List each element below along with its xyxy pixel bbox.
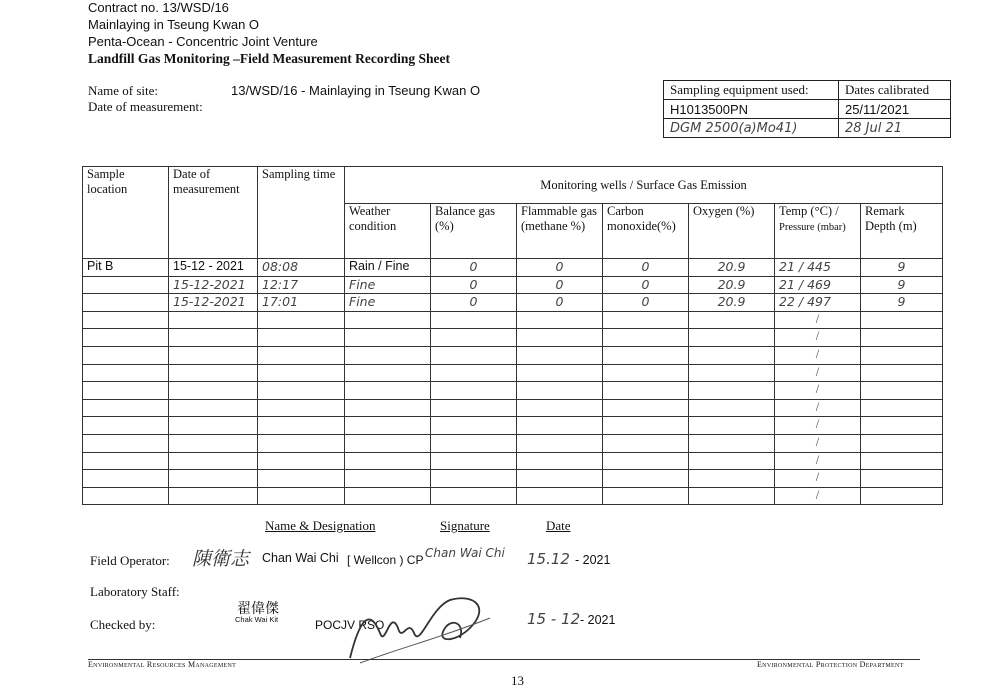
empty-cell xyxy=(517,487,603,505)
empty-cell xyxy=(603,364,689,382)
cell-temp-pressure: 21 / 469 xyxy=(775,276,861,294)
empty-cell xyxy=(517,311,603,329)
equipment-table xyxy=(663,80,951,138)
field-operator-designation: [ Wellcon ) CP xyxy=(347,553,424,567)
equipment-header: Sampling equipment used: xyxy=(664,81,839,100)
empty-cell xyxy=(169,487,258,505)
empty-cell: / xyxy=(775,487,861,505)
empty-cell xyxy=(258,382,345,400)
empty-cell xyxy=(83,399,169,417)
empty-cell xyxy=(83,487,169,505)
calibrated-header: Dates calibrated xyxy=(838,81,950,100)
empty-cell xyxy=(689,311,775,329)
empty-cell xyxy=(603,329,689,347)
empty-cell: / xyxy=(775,417,861,435)
checker-date-handwritten: 15 - 12 xyxy=(527,610,581,628)
cell-depth: 9 xyxy=(861,294,943,312)
empty-cell xyxy=(345,329,431,347)
pressure-label: Pressure (mbar) xyxy=(779,222,846,233)
cell-co: 0 xyxy=(603,276,689,294)
empty-cell xyxy=(345,487,431,505)
cell-weather: Rain / Fine xyxy=(345,259,431,277)
contract-number: Contract no. 13/WSD/16 xyxy=(88,0,229,15)
page-number: 13 xyxy=(511,673,524,688)
table-row xyxy=(83,276,943,294)
empty-cell xyxy=(169,470,258,488)
empty-cell xyxy=(258,364,345,382)
empty-cell xyxy=(861,346,943,364)
project-name: Mainlaying in Tseung Kwan O xyxy=(88,17,260,32)
empty-cell xyxy=(861,470,943,488)
cell-date: 15-12 - 2021 xyxy=(169,259,258,277)
table-row xyxy=(83,346,943,364)
empty-cell xyxy=(603,452,689,470)
footer-left: Environmental Resources Management xyxy=(88,660,237,669)
empty-cell xyxy=(861,329,943,347)
empty-cell xyxy=(431,487,517,505)
table-row xyxy=(83,452,943,470)
equipment-value: DGM 2500(a)Mo41) xyxy=(664,119,839,138)
cell-location xyxy=(83,276,169,294)
cell-balance: 0 xyxy=(431,294,517,312)
table-row xyxy=(83,399,943,417)
field-operator-signature: Chan Wai Chi xyxy=(425,546,505,560)
field-operator-label: Field Operator: xyxy=(90,553,170,568)
table-row xyxy=(83,417,943,435)
empty-cell xyxy=(861,311,943,329)
name-designation-heading: Name & Designation xyxy=(265,518,376,533)
field-operator-date-handwritten: 15.12 xyxy=(527,550,570,568)
cell-temp: 22 xyxy=(779,294,795,310)
carbon-monoxide-header: Carbon monoxide(%) xyxy=(603,204,689,259)
empty-cell xyxy=(517,329,603,347)
temp-label: Temp (°C) / xyxy=(779,204,839,218)
empty-cell xyxy=(689,417,775,435)
lab-staff-label: Laboratory Staff: xyxy=(90,584,180,599)
empty-cell xyxy=(431,364,517,382)
remark-header: Remark Depth (m) xyxy=(861,204,943,259)
empty-cell xyxy=(861,417,943,435)
date-of-measurement-label: Date of measurement: xyxy=(88,99,203,114)
empty-cell xyxy=(345,346,431,364)
empty-cell xyxy=(603,382,689,400)
table-row xyxy=(83,311,943,329)
table-row xyxy=(83,329,943,347)
empty-cell xyxy=(517,452,603,470)
empty-cell xyxy=(345,311,431,329)
cell-time: 17:01 xyxy=(258,294,345,312)
empty-cell xyxy=(689,470,775,488)
cell-flammable: 0 xyxy=(517,276,603,294)
checker-designation: POCJV RSO xyxy=(315,618,385,632)
balance-gas-header: Balance gas (%) xyxy=(431,204,517,259)
table-row xyxy=(83,364,943,382)
cell-pressure: 469 xyxy=(807,276,831,292)
empty-cell xyxy=(689,487,775,505)
cell-oxygen: 20.9 xyxy=(689,276,775,294)
cell-date: 15-12-2021 xyxy=(169,294,258,312)
empty-cell xyxy=(83,417,169,435)
empty-cell xyxy=(345,417,431,435)
empty-cell xyxy=(169,329,258,347)
empty-cell xyxy=(258,311,345,329)
empty-cell xyxy=(258,399,345,417)
empty-cell xyxy=(169,382,258,400)
empty-cell: / xyxy=(775,329,861,347)
empty-cell xyxy=(517,417,603,435)
cell-balance: 0 xyxy=(431,259,517,277)
site-name-value: 13/WSD/16 - Mainlaying in Tseung Kwan O xyxy=(231,83,481,98)
empty-cell xyxy=(861,382,943,400)
cell-temp-pressure: 21 / 445 xyxy=(775,259,861,277)
calibrated-value: 25/11/2021 xyxy=(838,100,950,119)
empty-cell xyxy=(345,382,431,400)
empty-cell: / xyxy=(775,470,861,488)
checker-signature-icon xyxy=(340,588,500,668)
empty-cell xyxy=(603,346,689,364)
flammable-gas-header: Flammable gas (methane %) xyxy=(517,204,603,259)
empty-cell xyxy=(258,329,345,347)
cell-co: 0 xyxy=(603,294,689,312)
empty-cell xyxy=(258,470,345,488)
empty-cell xyxy=(83,346,169,364)
cell-weather: Fine xyxy=(345,294,431,312)
empty-cell xyxy=(431,399,517,417)
empty-cell xyxy=(861,399,943,417)
empty-cell xyxy=(689,382,775,400)
empty-cell: / xyxy=(775,346,861,364)
cell-co: 0 xyxy=(603,259,689,277)
empty-cell xyxy=(169,417,258,435)
empty-cell xyxy=(83,434,169,452)
empty-cell xyxy=(517,434,603,452)
empty-cell xyxy=(431,329,517,347)
cell-flammable: 0 xyxy=(517,259,603,277)
cell-pressure: 497 xyxy=(807,294,831,310)
empty-cell xyxy=(345,452,431,470)
empty-cell xyxy=(83,311,169,329)
cell-oxygen: 20.9 xyxy=(689,259,775,277)
oxygen-header: Oxygen (%) xyxy=(689,204,775,259)
empty-cell xyxy=(258,346,345,364)
empty-cell xyxy=(83,364,169,382)
cell-flammable: 0 xyxy=(517,294,603,312)
checked-by-label: Checked by: xyxy=(90,617,156,632)
checker-date-year: - 2021 xyxy=(580,613,616,627)
empty-cell xyxy=(689,364,775,382)
cell-date: 15-12-2021 xyxy=(169,276,258,294)
document-title: Landfill Gas Monitoring –Field Measurement Recording Sheet xyxy=(88,51,450,66)
empty-cell xyxy=(431,382,517,400)
sample-location-header: Sample location xyxy=(83,167,169,259)
date-header: Date of measurement xyxy=(169,167,258,259)
cell-temp: 21 xyxy=(779,259,795,274)
empty-cell: / xyxy=(775,364,861,382)
empty-cell xyxy=(345,399,431,417)
table-row xyxy=(83,487,943,505)
empty-cell xyxy=(258,487,345,505)
empty-cell xyxy=(603,434,689,452)
cell-pressure: 445 xyxy=(807,259,831,274)
cell-time: 12:17 xyxy=(258,276,345,294)
empty-cell xyxy=(689,346,775,364)
empty-cell xyxy=(689,434,775,452)
empty-cell xyxy=(431,346,517,364)
empty-cell xyxy=(169,434,258,452)
table-row xyxy=(83,470,943,488)
empty-cell xyxy=(861,487,943,505)
cell-time: 08:08 xyxy=(258,259,345,277)
empty-cell xyxy=(345,470,431,488)
empty-cell xyxy=(689,329,775,347)
empty-cell xyxy=(83,382,169,400)
site-name-label: Name of site: xyxy=(88,83,159,98)
table-row xyxy=(83,434,943,452)
cell-location: Pit B xyxy=(83,259,169,277)
empty-cell xyxy=(431,452,517,470)
signature-heading: Signature xyxy=(440,518,490,533)
field-operator-chinese-signature: 陳衛志 xyxy=(192,548,250,570)
field-operator-name: Chan Wai Chi xyxy=(262,551,339,565)
cell-balance: 0 xyxy=(431,276,517,294)
cell-temp: 21 xyxy=(779,276,795,292)
group-header: Monitoring wells / Surface Gas Emission xyxy=(345,167,943,204)
empty-cell xyxy=(345,364,431,382)
empty-rows xyxy=(83,311,943,505)
equipment-value: H1013500PN xyxy=(664,100,839,119)
empty-cell xyxy=(517,382,603,400)
empty-cell xyxy=(603,417,689,435)
temp-pressure-header xyxy=(775,204,861,259)
empty-cell xyxy=(861,452,943,470)
empty-cell xyxy=(169,399,258,417)
field-operator-date-year: - 2021 xyxy=(575,553,611,567)
empty-cell xyxy=(169,346,258,364)
empty-cell xyxy=(258,434,345,452)
empty-cell xyxy=(517,399,603,417)
empty-cell xyxy=(603,470,689,488)
table-row xyxy=(83,382,943,400)
empty-cell: / xyxy=(775,311,861,329)
empty-cell xyxy=(603,487,689,505)
empty-cell xyxy=(431,470,517,488)
weather-header: Weather condition xyxy=(345,204,431,259)
empty-cell xyxy=(517,364,603,382)
cell-temp-pressure: 22 / 497 xyxy=(775,294,861,312)
cell-location xyxy=(83,294,169,312)
cell-depth: 9 xyxy=(861,276,943,294)
sampling-time-header: Sampling time xyxy=(258,167,345,259)
empty-cell xyxy=(258,452,345,470)
empty-cell xyxy=(861,434,943,452)
empty-cell xyxy=(345,434,431,452)
footer-right: Environmental Protection Department xyxy=(757,660,904,669)
empty-cell xyxy=(83,329,169,347)
empty-cell xyxy=(169,452,258,470)
empty-cell xyxy=(83,470,169,488)
empty-cell: / xyxy=(775,382,861,400)
cell-oxygen: 20.9 xyxy=(689,294,775,312)
cell-weather: Fine xyxy=(345,276,431,294)
empty-cell xyxy=(861,364,943,382)
empty-cell xyxy=(431,417,517,435)
empty-cell xyxy=(431,434,517,452)
empty-cell xyxy=(169,364,258,382)
calibrated-value: 28 Jul 21 xyxy=(838,119,950,138)
cell-depth: 9 xyxy=(861,259,943,277)
empty-cell xyxy=(517,346,603,364)
empty-cell xyxy=(83,452,169,470)
empty-cell: / xyxy=(775,434,861,452)
measurement-table xyxy=(82,166,943,505)
table-row xyxy=(83,294,943,312)
empty-cell xyxy=(431,311,517,329)
empty-cell xyxy=(603,399,689,417)
checker-chinese-name: 翟偉傑 xyxy=(237,601,279,617)
table-row xyxy=(83,259,943,277)
empty-cell: / xyxy=(775,399,861,417)
empty-cell xyxy=(689,452,775,470)
empty-cell xyxy=(603,311,689,329)
empty-cell xyxy=(169,311,258,329)
empty-cell xyxy=(517,470,603,488)
empty-cell xyxy=(258,417,345,435)
empty-cell xyxy=(689,399,775,417)
checker-english-name: Chak Wai Kit xyxy=(235,615,279,624)
contractor-name: Penta-Ocean - Concentric Joint Venture xyxy=(88,34,318,49)
empty-cell: / xyxy=(775,452,861,470)
date-heading: Date xyxy=(546,518,571,533)
